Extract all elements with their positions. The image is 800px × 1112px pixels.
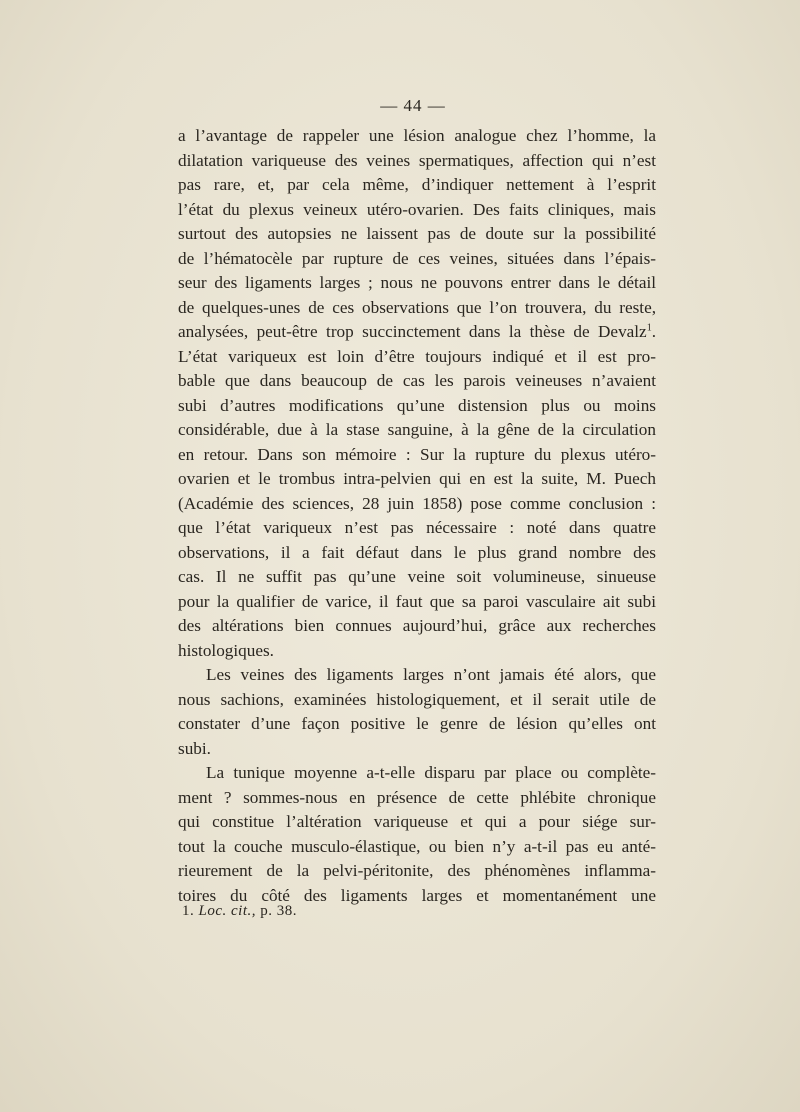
text-line: surtout des autopsies ne laissent pas de doute sur la possibilité <box>178 224 656 243</box>
text-line: rieurement de la pelvi-péritonite, des phénomènes inflamma- <box>178 861 656 880</box>
text-line: ovarien et le trombus intra-pelvien qui en est la suite, M. Puech <box>178 469 656 488</box>
page-number: — 44 — <box>380 96 446 115</box>
body-text <box>178 124 656 908</box>
footnote-page: p. 38. <box>260 903 297 919</box>
text-line: ment ? sommes-nous en présence de cette phlébite chronique <box>178 787 656 807</box>
text-line: a l’avantage de rappeler une lésion analogue chez l’homme, la <box>178 126 656 145</box>
text-line: analysées, peut-être trop succinctement dans la thèse de Devalz <box>178 322 647 341</box>
text-line: considérable, due à la stase sanguine, à la gêne de la circulation <box>178 420 656 439</box>
text-line: La tunique moyenne a-t-elle disparu par place ou complète- <box>206 763 656 782</box>
text-line: des altérations bien connues aujourd’hui, grâce aux recherches <box>178 616 656 635</box>
text-line: qui constitue l’altération variqueuse et qui a pour siége sur- <box>178 812 656 831</box>
text-line: toires du côté des ligaments larges et momentanément une <box>178 885 656 905</box>
text-line: cas. Il ne suffit pas qu’une veine soit volumineuse, sinueuse <box>178 567 656 586</box>
text-line: seur des ligaments larges ; nous ne pouvons entrer dans le détail <box>178 273 656 292</box>
text-line: (Académie des sciences, 28 juin 1858) pose comme conclusion : <box>178 493 656 513</box>
text-line: tout la couche musculo-élastique, ou bien n’y a-t-il pas eu anté- <box>178 836 656 856</box>
text-line: pour la qualifier de varice, il faut que sa paroi vasculaire ait subi <box>178 591 656 611</box>
text-line: Les veines des ligaments larges n’ont jamais été alors, que <box>206 665 656 684</box>
text-line: bable que dans beaucoup de cas les parois veineuses n’avaient <box>178 371 656 390</box>
text-line: l’état du plexus veineux utéro-ovarien. Des faits cliniques, mais <box>178 199 656 219</box>
text-line: nous sachions, examinées histologiquement, et il serait utile de <box>178 689 656 709</box>
footnote-number: 1. <box>182 903 195 919</box>
line-end-punctuation: . <box>651 322 656 341</box>
footnote <box>182 903 297 920</box>
text-line: subi. <box>178 738 211 758</box>
footnote-marker: 1 <box>646 322 652 334</box>
footnote-reference: Loc. cit., <box>198 903 256 919</box>
text-line: de l’hématocèle par rupture de ces veines, situées dans l’épais- <box>178 248 656 268</box>
text-line: pas rare, et, par cela même, d’indiquer nettement à l’esprit <box>178 175 656 194</box>
text-line: constater d’une façon positive le genre de lésion qu’elles ont <box>178 714 656 733</box>
text-line: L’état variqueux est loin d’être toujours indiqué et il est pro- <box>178 346 656 366</box>
text-line: en retour. Dans son mémoire : Sur la rupture du plexus utéro- <box>178 444 656 464</box>
text-line: subi d’autres modifications qu’une distension plus ou moins <box>178 395 656 415</box>
text-line: que l’état variqueux n’est pas nécessaire : noté dans quatre <box>178 518 656 537</box>
text-line-with-footnote <box>178 320 656 345</box>
text-line: dilatation variqueuse des veines spermatiques, affection qui n’est <box>178 150 656 170</box>
text-line: histologiques. <box>178 640 274 660</box>
text-line: observations, il a fait défaut dans le plus grand nombre des <box>178 542 656 562</box>
text-line: de quelques-unes de ces observations que l’on trouvera, du reste, <box>178 297 656 317</box>
